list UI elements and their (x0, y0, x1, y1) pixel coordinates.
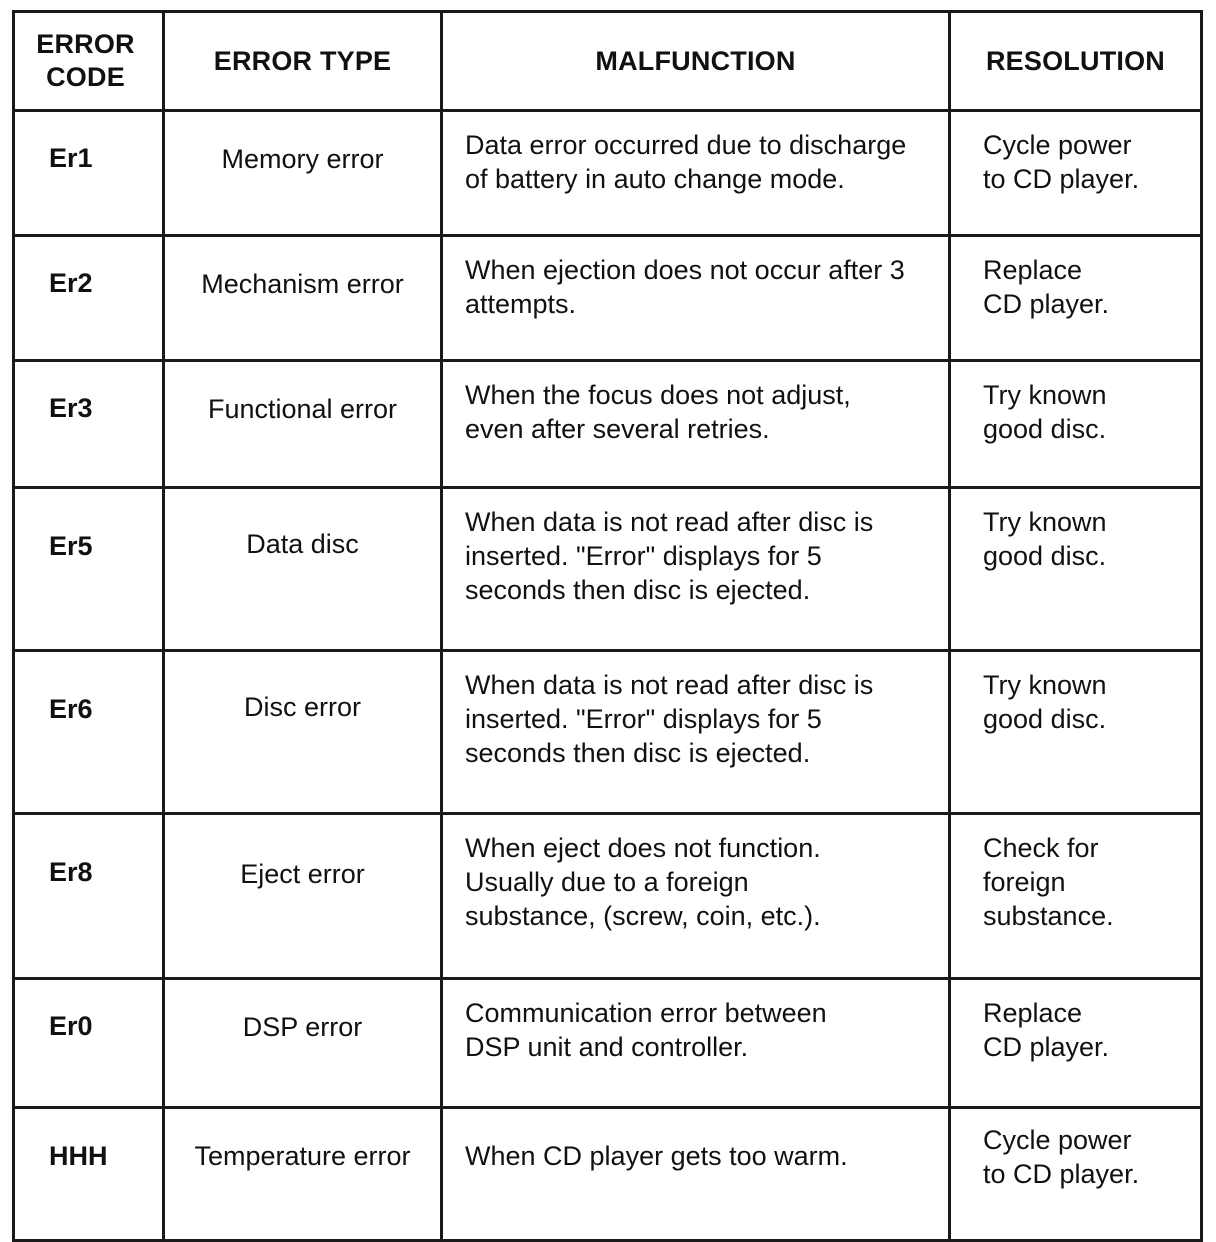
malfunction-cell (442, 979, 950, 1108)
malfunction-line: inserted. "Error" displays for 5 (465, 541, 822, 571)
error-code-cell: Er8 (14, 814, 164, 979)
malfunction-line: When ejection does not occur after 3 (465, 255, 905, 285)
table-row (14, 488, 1202, 651)
resolution-cell (950, 488, 1202, 651)
resolution-line: Try known (983, 670, 1107, 700)
header-error-code (14, 12, 164, 111)
malfunction-line: of battery in auto change mode. (465, 164, 845, 194)
malfunction-cell (442, 361, 950, 488)
malfunction-line: When the focus does not adjust, (465, 380, 851, 410)
malfunction-line: inserted. "Error" displays for 5 (465, 704, 822, 734)
resolution-cell (950, 111, 1202, 236)
error-type-cell: DSP error (164, 979, 442, 1108)
malfunction-line: When CD player gets too warm. (465, 1141, 848, 1171)
resolution-cell (950, 814, 1202, 979)
resolution-line: CD player. (983, 1032, 1110, 1062)
table-row (14, 814, 1202, 979)
resolution-line: good disc. (983, 414, 1107, 444)
error-code-table (12, 10, 1203, 1242)
header-error-type: ERROR TYPE (164, 12, 442, 111)
header-malfunction: MALFUNCTION (442, 12, 950, 111)
malfunction-cell (442, 236, 950, 361)
error-code-cell: Er2 (14, 236, 164, 361)
error-code-cell: Er1 (14, 111, 164, 236)
resolution-line: to CD player. (983, 164, 1140, 194)
malfunction-cell (442, 488, 950, 651)
table-row (14, 361, 1202, 488)
malfunction-line: Data error occurred due to discharge (465, 130, 907, 160)
resolution-cell (950, 361, 1202, 488)
resolution-line: Cycle power (983, 1125, 1132, 1155)
resolution-line: to CD player. (983, 1159, 1140, 1189)
malfunction-cell (442, 814, 950, 979)
header-error-code-line1: ERROR (36, 29, 135, 59)
resolution-cell (950, 1108, 1202, 1241)
error-type-cell: Memory error (164, 111, 442, 236)
malfunction-line: Usually due to a foreign (465, 867, 749, 897)
error-type-cell: Eject error (164, 814, 442, 979)
table-row (14, 111, 1202, 236)
resolution-line: Replace (983, 998, 1083, 1028)
resolution-line: foreign (983, 867, 1066, 897)
header-row (14, 12, 1202, 111)
malfunction-cell (442, 1108, 950, 1241)
malfunction-line: seconds then disc is ejected. (465, 738, 811, 768)
table-header (14, 12, 1202, 111)
malfunction-line: When eject does not function. (465, 833, 821, 863)
error-code-cell: HHH (14, 1108, 164, 1241)
malfunction-line: When data is not read after disc is (465, 670, 874, 700)
resolution-line: Try known (983, 507, 1107, 537)
malfunction-cell (442, 651, 950, 814)
malfunction-line: Communication error between (465, 998, 827, 1028)
resolution-line: substance. (983, 901, 1114, 931)
resolution-line: Replace (983, 255, 1083, 285)
table-body (14, 111, 1202, 1241)
table-row (14, 1108, 1202, 1241)
resolution-line: Check for (983, 833, 1099, 863)
resolution-line: CD player. (983, 289, 1110, 319)
resolution-line: good disc. (983, 541, 1107, 571)
malfunction-cell (442, 111, 950, 236)
error-type-cell: Temperature error (164, 1108, 442, 1241)
table-row (14, 651, 1202, 814)
table-row (14, 236, 1202, 361)
resolution-cell (950, 236, 1202, 361)
error-type-cell: Functional error (164, 361, 442, 488)
error-type-cell: Data disc (164, 488, 442, 651)
resolution-line: Cycle power (983, 130, 1132, 160)
error-code-cell: Er5 (14, 488, 164, 651)
header-resolution: RESOLUTION (950, 12, 1202, 111)
error-type-cell: Mechanism error (164, 236, 442, 361)
resolution-cell (950, 979, 1202, 1108)
malfunction-line: substance, (screw, coin, etc.). (465, 901, 821, 931)
error-code-cell: Er6 (14, 651, 164, 814)
malfunction-line: DSP unit and controller. (465, 1032, 749, 1062)
table-row (14, 979, 1202, 1108)
error-type-cell: Disc error (164, 651, 442, 814)
malfunction-line: When data is not read after disc is (465, 507, 874, 537)
header-error-code-line2: CODE (46, 62, 125, 92)
resolution-line: Try known (983, 380, 1107, 410)
malfunction-line: attempts. (465, 289, 577, 319)
resolution-line: good disc. (983, 704, 1107, 734)
malfunction-line: seconds then disc is ejected. (465, 575, 811, 605)
error-code-cell: Er0 (14, 979, 164, 1108)
error-code-cell: Er3 (14, 361, 164, 488)
malfunction-line: even after several retries. (465, 414, 770, 444)
resolution-cell (950, 651, 1202, 814)
